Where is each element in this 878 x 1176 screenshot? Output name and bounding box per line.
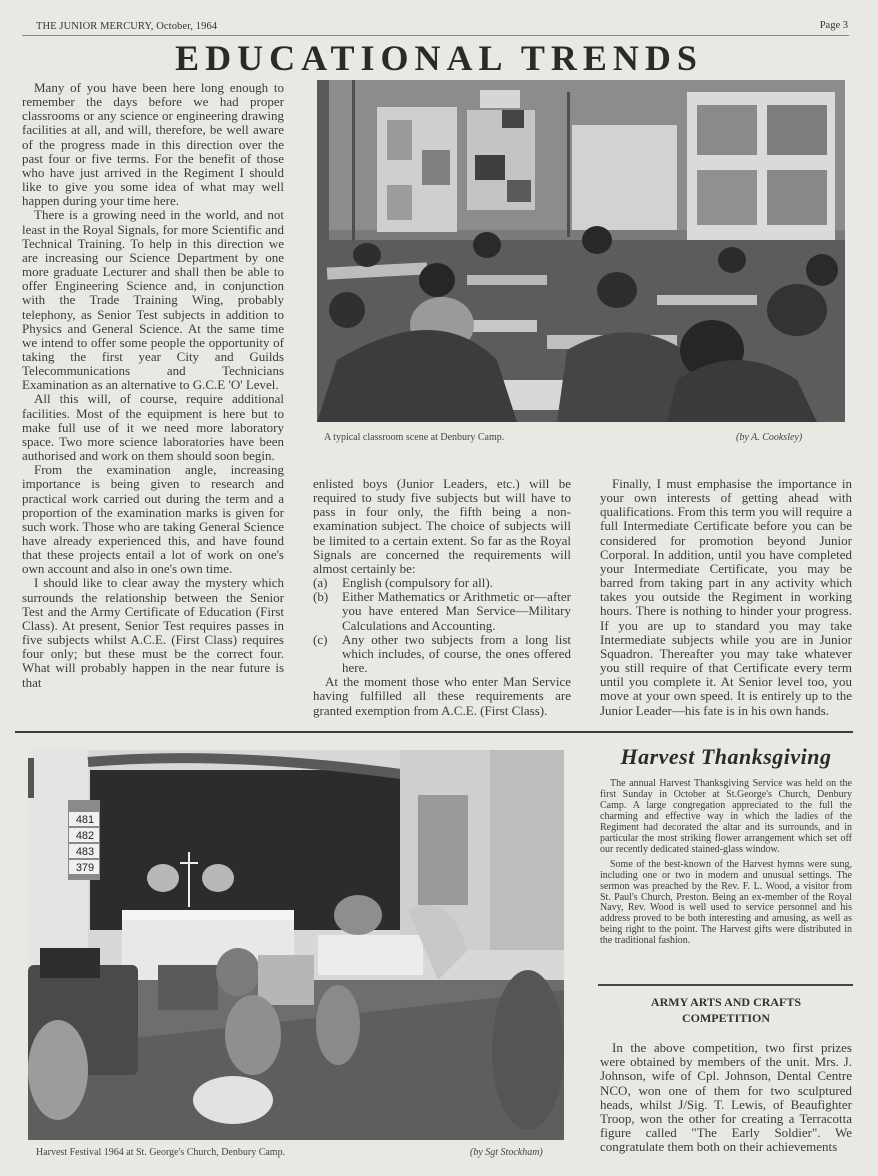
requirement-label: (c) (313, 631, 328, 647)
requirement-item (313, 633, 571, 675)
harvest-article (600, 779, 852, 947)
hymn-number: 482 (75, 830, 95, 842)
section-divider (15, 731, 853, 733)
arts-heading (600, 994, 852, 1026)
paragraph: The annual Harvest Thanksgiving Service was held on the first Sunday in October at St.George's Church, Denbury Camp. A large congregation appreciated to the full the charming and effective way in which the ladies of the Regiment had decorated the altar and its surrounds, and in particular the most striking flower arrangement which set off our recently dedicated stained-glass window. (600, 778, 852, 855)
arts-heading-line: COMPETITION (681, 1011, 770, 1025)
paragraph: In the above competition, two first prizes were obtained by members of the unit. Mrs. J. Johnson, wife of Cpl. Johnson, Dental Centre NCO, won one of them for two sculptured heads, whilst J/Sig. T. Lewis, of Beaufighter Troop, won the other for creating a Terracotta figure called "The Early Soldier". We congratulate them both on their achievements (600, 1040, 852, 1155)
paragraph: enlisted boys (Junior Leaders, etc.) will be required to study five subjects but will have to pass in four only, the fifth being a non-examination subject. The choice of subjects will be limited to a certain extent. So far as the Royal Signals are concerned the requirements will almost certainly be: (313, 476, 571, 576)
hymn-number: 483 (75, 846, 95, 858)
requirement-label: (a) (313, 575, 328, 591)
sidebar-divider (598, 984, 853, 986)
article-column-2 (313, 477, 571, 718)
requirement-item (313, 590, 571, 632)
requirements-list (313, 576, 571, 675)
arts-article (600, 1041, 852, 1155)
requirement-item (313, 576, 571, 590)
paragraph: At the moment those who enter Man Service having fulfilled all these requirements are granted exemption from A.C.E. (First Class). (313, 674, 571, 718)
hymn-numbers (70, 812, 100, 876)
paragraph: Finally, I must emphasise the importance in your own interests of getting ahead with qualifications. From this term you will require a full Intermediate Certificate before you can be considered for promotion beyond Junior Corporal. In addition, until you have completed your Intermediate Certificate, you may be barred from taking part in any activity which takes you outside the Regiment in working hours. There is nothing to hinder your progress. If you are up to standard you may take Intermediate subjects while you are in Junior Squadron. Thereafter you may take whatever you still require of that Certificate every term until you complete it. At Senior level too, you move at your own speed. It is entirely up to the Junior Leader—his fate is in his own hands. (600, 476, 852, 718)
paragraph: I should like to clear away the mystery which surrounds the relationship between the Senior Test and the Army Certificate of Education (First Class). At present, Senior Test requires passes in five subjects whilst A.C.E. (First Class) requires four only; but these must be the correct four. What will probably happen in the near future is that (22, 575, 284, 690)
classroom-photo-caption: A typical classroom scene at Denbury Camp. (324, 432, 505, 443)
classroom-photo-credit: (by A. Cooksley) (736, 432, 803, 443)
paragraph: Some of the best-known of the Harvest hymns were sung, including one or two in modern and unusual settings. The sermon was preached by the Rev. F. L. Wood, a visitor from St. Paul's Church, Preston. Being an ex-member of the Royal Navy, Rev. Wood is well used to service personnel and his address proved to be both interesting and amusing, as well as being right to the point. The Harvest gifts were distributed in the traditional fashion. (600, 858, 852, 947)
harvest-festival-photo (28, 750, 564, 1140)
classroom-photo-illustration (317, 80, 845, 422)
requirement-text: English (compulsory for all). (342, 575, 493, 591)
harvest-photo-credit: (by Sgt Stockham) (470, 1147, 543, 1158)
harvest-photo-caption: Harvest Festival 1964 at St. George's Church, Denbury Camp. (36, 1147, 286, 1158)
article-title: EDUCATIONAL TRENDS (175, 38, 703, 78)
requirement-text: Either Mathematics or Arithmetic or—after you have entered Man Service—Military Calculations and Accounting. (342, 589, 571, 633)
page-number: Page 3 (819, 20, 848, 31)
article-column-3 (600, 477, 852, 718)
paragraph: From the examination angle, increasing importance is being given to research and practical work carried out during the term and a proportion of the examination marks is given for such work. Those who are taking General Science have already experienced this, and have found that these projects entail a lot of work on one's own account and also in one's own time. (22, 462, 284, 577)
paragraph: There is a growing need in the world, and not least in the Royal Signals, for more Scientific and Technical Training. To help in this direction we are increasing our Science Department by one more graduate Lecturer and shall then be able to offer Engineering Science and, in conjunction with the Trade Training Wing, probably telephony, as Senior Test subjects in addition to Physics and General Science. At the same time we intend to offer some people the opportunity of taking the first year City and Guilds Telecommunications and Technicians Examination as an alternative to G.C.E 'O' Level. (22, 207, 284, 393)
paragraph: Many of you have been here long enough to remember the days before we had proper classrooms or any science or engineering drawing facilities at all, and will, therefore, be well aware of the progress made in this direction over the past four or five terms. For the benefit of those who have just arrived in the Regiment I should like to give you some idea of what may well happen during your time here. (22, 80, 284, 209)
hymn-number: 379 (75, 862, 95, 874)
classroom-photo (317, 80, 845, 422)
harvest-photo-illustration (28, 750, 564, 1140)
harvest-heading: Harvest Thanksgiving (620, 744, 832, 769)
arts-heading-line: ARMY ARTS AND CRAFTS (650, 995, 802, 1009)
hymn-number: 481 (75, 814, 95, 826)
paragraph: All this will, of course, require additional facilities. Most of the equipment is here but to make full use of it we need more laboratory space. Two more science laboratories have been authorised and work on them should soon begin. (22, 391, 284, 464)
requirement-text: Any other two subjects from a long list which includes, of course, the ones offered here. (342, 631, 571, 676)
article-column-1 (22, 81, 284, 690)
requirement-label: (b) (313, 589, 329, 605)
running-head: THE JUNIOR MERCURY, October, 1964 (36, 21, 218, 32)
